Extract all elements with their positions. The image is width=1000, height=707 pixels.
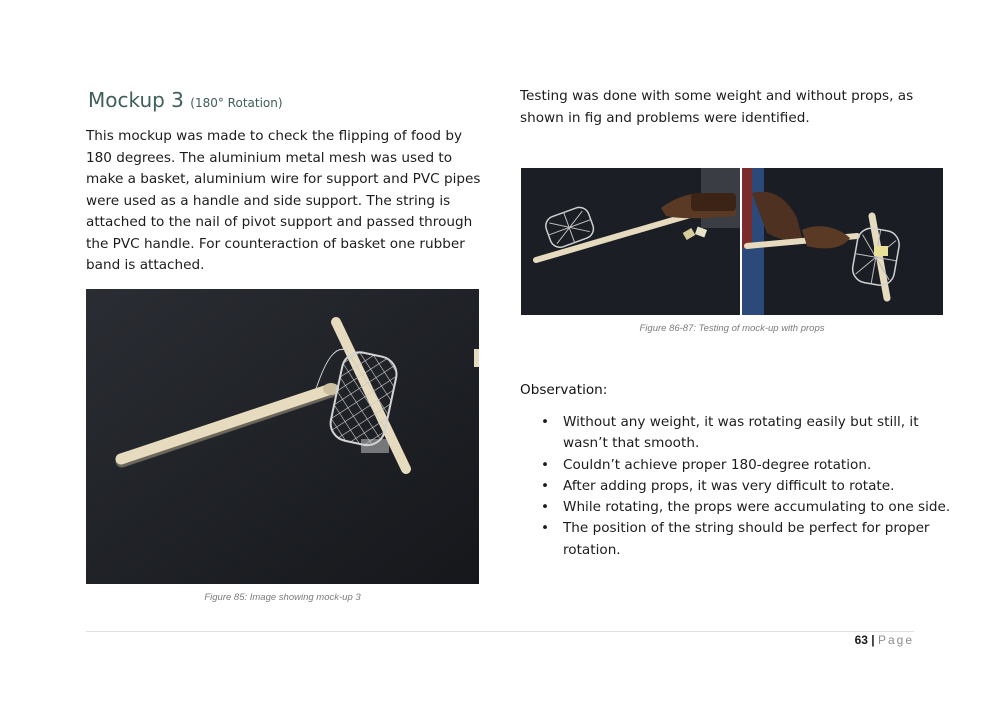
bullet-icon: •	[541, 499, 550, 516]
testing-photo-2	[742, 168, 943, 315]
observation-list	[520, 412, 963, 561]
observation-item	[541, 518, 963, 561]
testing-illustration-2	[742, 168, 943, 315]
observation-title: Observation:	[520, 382, 608, 398]
testing-description: Testing was done with some weight and without props, as shown in fig and problems were identified.	[520, 88, 914, 126]
page-number: 63	[854, 633, 868, 647]
section-heading	[88, 88, 283, 112]
mockup-photo	[86, 289, 479, 584]
heading-title: Mockup 3	[88, 88, 184, 112]
observation-text: After adding props, it was very difficult to rotate.	[563, 477, 895, 494]
bullet-icon: •	[541, 414, 550, 430]
page-footer	[855, 633, 914, 647]
testing-illustration-1	[521, 168, 740, 315]
observation-item	[541, 412, 963, 455]
bullet-icon: •	[541, 477, 550, 494]
observation-text: The position of the string should be perfect for proper rotation.	[563, 520, 930, 558]
observation-text: Couldn’t achieve proper 180-degree rotation.	[563, 456, 872, 473]
observation-item	[541, 497, 963, 518]
observation-item	[541, 476, 963, 497]
testing-photo-1	[521, 168, 740, 315]
heading-subtitle: (180° Rotation)	[190, 96, 283, 110]
mockup-illustration	[86, 289, 479, 584]
observation-item	[541, 455, 963, 476]
figure-85-caption: Figure 85: Image showing mock-up 3	[204, 592, 361, 603]
observation-text: While rotating, the props were accumulating to one side.	[563, 499, 951, 516]
footer-separator: |	[871, 633, 875, 647]
observation-text: Without any weight, it was rotating easily but still, it wasn’t that smooth.	[563, 414, 919, 452]
footer-divider	[86, 631, 914, 632]
figure-86-87-caption: Figure 86-87: Testing of mock-up with props	[639, 323, 825, 334]
bullet-icon: •	[541, 456, 550, 473]
bullet-icon: •	[541, 520, 550, 537]
page-label: Page	[877, 633, 914, 647]
mockup-description: This mockup was made to check the flipping of food by 180 degrees. The aluminium metal mesh was used to make a basket, aluminium wire for support and PVC pipes were used as a handle and side support. The string is attached to the nail of pivot support and passed through the PVC handle. For counteraction of basket one rubber band is attached.	[86, 128, 481, 273]
